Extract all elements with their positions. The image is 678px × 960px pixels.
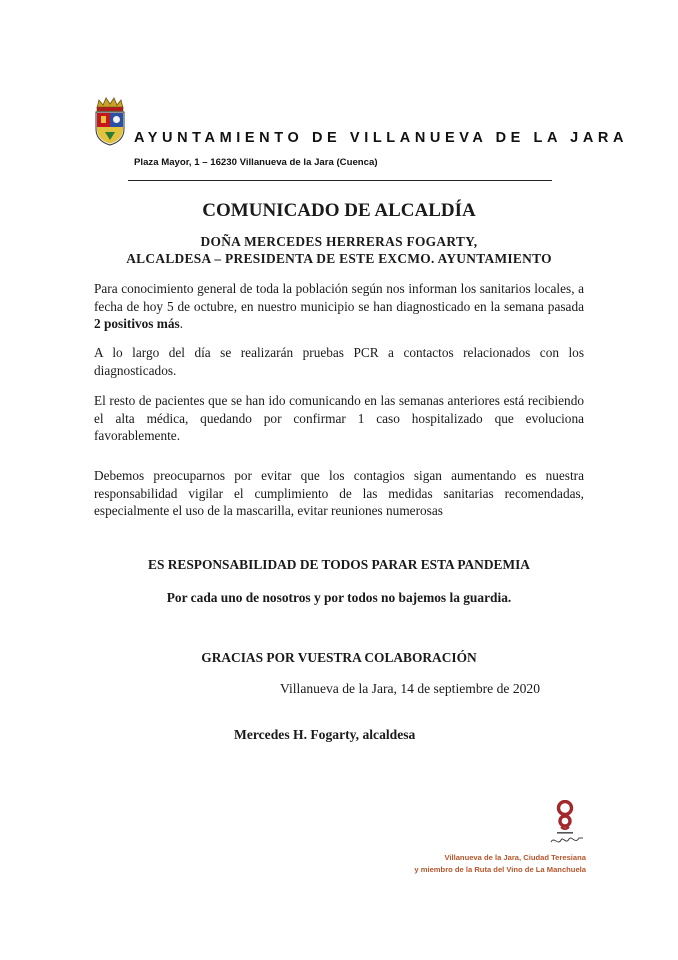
organization-title: AYUNTAMIENTO DE VILLANUEVA DE LA JARA <box>134 130 629 146</box>
coat-of-arms-icon <box>93 96 127 146</box>
highlighted-cases: 2 positivos más <box>94 316 180 331</box>
issuer-role: ALCALDESA – PRESIDENTA DE ESTE EXCMO. AYUNTAMIENTO <box>126 251 552 266</box>
paragraph-patients: El resto de pacientes que se han ido comunicando en las semanas anteriores está recibiendo el alta médica, quedando por confirmar 1 caso hospitalizado que evoluciona favorablemente. <box>94 393 584 443</box>
town-brand-logo-icon <box>548 800 586 848</box>
slogan: ES RESPONSABILIDAD DE TODOS PARAR ESTA PANDEMIA <box>148 557 530 572</box>
footer-line-1: Villanueva de la Jara, Ciudad Teresiana <box>444 853 586 862</box>
paragraph-responsibility: Debemos preocuparnos por evitar que los contagios sigan aumentando es nuestra responsabilidad vigilar el cumplimiento de las medidas sanitarias recomendadas, especialmente el uso de la mascarilla, evitar reuniones numerosas <box>94 468 584 518</box>
thanks: GRACIAS POR VUESTRA COLABORACIÓN <box>201 650 477 665</box>
signature: Mercedes H. Fogarty, alcaldesa <box>234 727 416 742</box>
paragraph-pcr: A lo largo del día se realizarán pruebas PCR a contactos relacionados con los diagnosticados. <box>94 345 584 378</box>
organization-address: Plaza Mayor, 1 – 16230 Villanueva de la Jara (Cuenca) <box>134 157 378 168</box>
header-divider <box>128 180 552 181</box>
appeal: Por cada uno de nosotros y por todos no bajemos la guardia. <box>166 590 512 605</box>
issuer-name: DOÑA MERCEDES HERRERAS FOGARTY, <box>200 234 478 249</box>
document-date: Villanueva de la Jara, 14 de septiembre de 2020 <box>280 681 541 696</box>
paragraph-cases: Para conocimiento general de toda la población según nos informan los sanitarios locales, a fecha de hoy 5 de octubre, en nuestro municipio se han diagnosticado en la semana pasada 2 positivos más. <box>94 281 584 331</box>
footer-line-2: y miembro de la Ruta del Vino de La Manchuela <box>414 865 586 874</box>
notice-title: COMUNICADO DE ALCALDÍA <box>202 200 476 221</box>
